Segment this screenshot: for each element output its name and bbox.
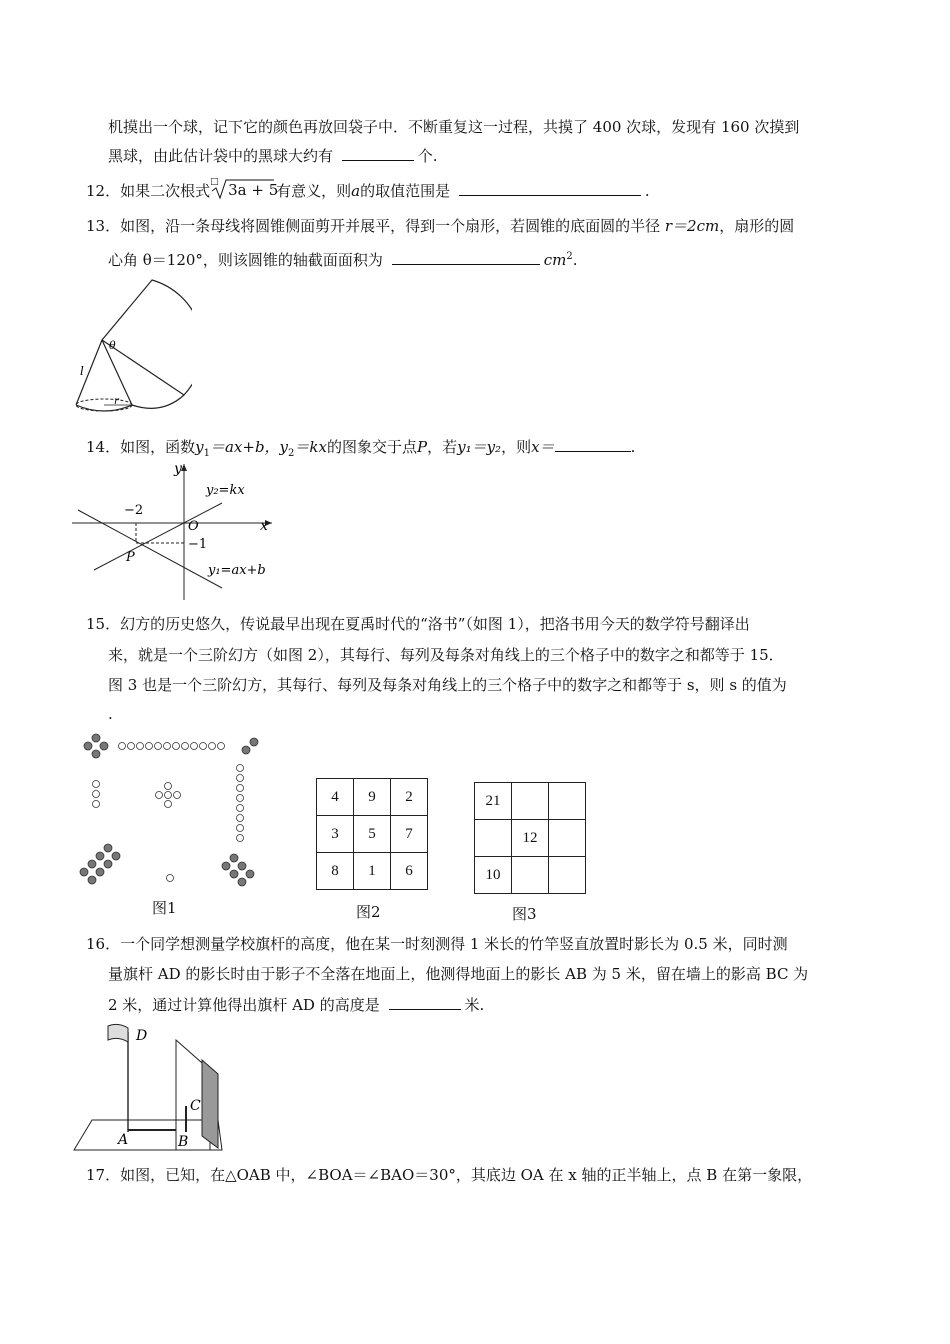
point-c-label: C [190,1098,201,1114]
q16-line1: 16．一个同学想测量学校旗杆的高度，他在某一时刻测得 1 米长的竹竿竖直放置时影长为 0.5 米，同时测 [86,935,788,953]
q16-line3: 2 米，通过计算他得出旗杆 AD 的高度是 米. [108,996,485,1014]
answer-blank[interactable] [392,250,540,265]
luoshu-figure [74,732,264,892]
fig3-caption: 图3 [512,905,537,923]
q11-line2: 黑球，由此估计袋中的黑球大约有 个. [108,147,438,165]
q15-line4: . [108,705,113,723]
q15-line1: 15．幻方的历史悠久，传说最早出现在夏禹时代的“洛书”（如图 1），把洛书用今天的数学符号翻译出 [86,615,750,633]
q13-line2: 心角 θ＝120°，则该圆锥的轴截面面积为 $cm^2$. [108,251,578,269]
point-a-label: A [118,1132,129,1148]
linear-function-graph [72,458,282,603]
answer-blank[interactable] [459,181,641,196]
answer-blank[interactable] [389,995,461,1010]
tick-neg2: −2 [124,503,144,518]
y-axis-label: y [174,461,182,477]
flagpole-figure [72,1020,232,1156]
line-y1-label: y₁=ax+b [208,563,266,578]
x-axis-label: x [260,518,268,534]
theta-label: θ [109,339,116,352]
fig1-caption: 图1 [152,899,177,917]
q13-line1: 13．如图，沿一条母线将圆锥侧面剪开并展平，得到一个扇形，若圆锥的底面圆的半径 r＝2cm，扇形的圆 [86,217,795,235]
q14: 14．如图，函数$y_1=ax+b$，$y_2=kx$的图象交于点P，若y₁＝y₂，则x＝ . [86,438,636,459]
answer-blank[interactable] [555,437,631,452]
l-label: l [80,364,84,378]
q15-line2: 来，就是一个三阶幻方（如图 2），其每行、每列及每条对角线上的三个格子中的数字之和都等于 15． [108,646,784,664]
line-y2-label: y₂=kx [206,483,245,498]
fig2-caption: 图2 [356,903,381,921]
answer-blank[interactable] [342,146,414,161]
origin-label: O [188,519,199,534]
tick-neg1: −1 [188,537,208,552]
point-p-label: P [126,550,135,565]
q17-line1: 17．如图，已知，在△OAB 中，∠BOA＝∠BAO＝30°，其底边 OA 在 x 轴的正半轴上，点 B 在第一象限， [86,1166,813,1184]
magic-square-fig3: 21 12 10 [474,782,586,894]
r-label: r [114,396,119,407]
cone-sector-figure [72,275,192,425]
point-d-label: D [136,1028,148,1044]
magic-square-fig2: 4 9 2 3 5 7 8 1 6 [316,778,428,890]
q11-line1: 机摸出一个球，记下它的颜色再放回袋子中．不断重复这一过程，共摸了 400 次球，发现有 160 次摸到 [108,118,800,136]
q15-line3: 图 3 也是一个三阶幻方，其每行、每列及每条对角线上的三个格子中的数字之和都等于 s，则 s 的值为 [108,676,787,694]
point-b-label: B [178,1134,189,1150]
q12: 12．如果二次根式 □ 3a + 5 有意义，则a的取值范围是 . [86,177,650,200]
q16-line2: 量旗杆 AD 的影长时由于影子不全落在地面上，他测得地面上的影长 AB 为 5 米，留在墙上的影高 BC 为 [108,965,809,983]
